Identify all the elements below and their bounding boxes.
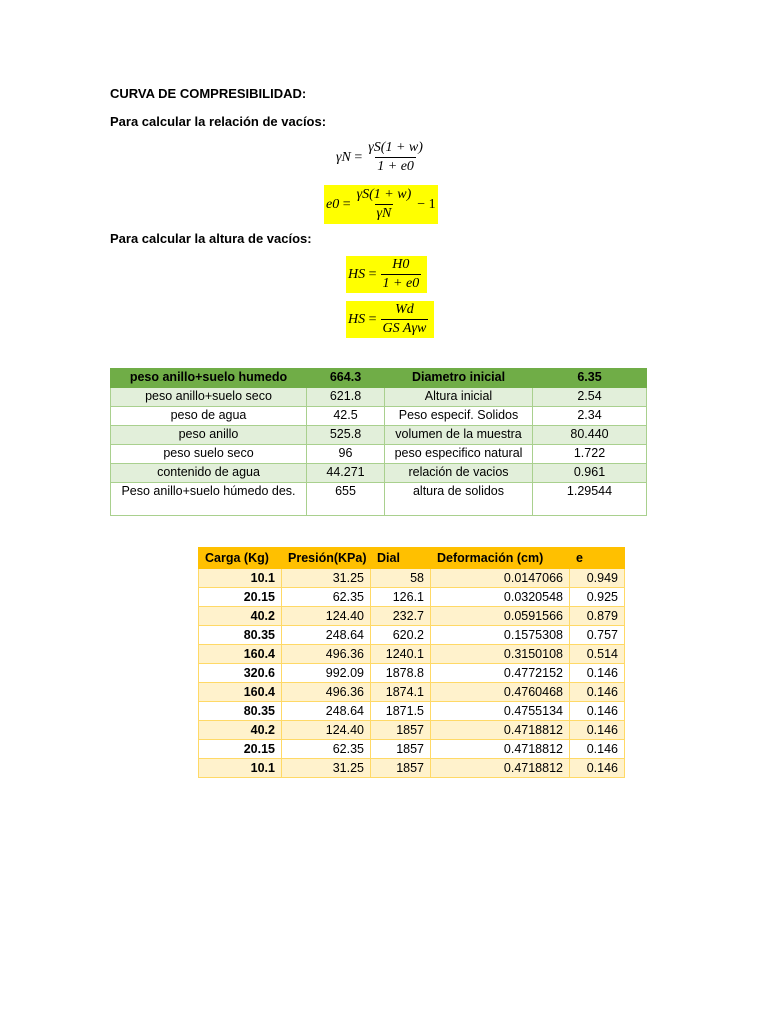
- table-cell: 0.0591566: [431, 607, 570, 626]
- table-cell: 58: [371, 569, 431, 588]
- table-row: [111, 388, 647, 407]
- table-row: [199, 740, 625, 759]
- table-cell: 620.2: [371, 626, 431, 645]
- formula-denominator: γN: [376, 206, 392, 221]
- formula-gamma-n: γN = $\frac{\gamma S(1 + w)}{1 + e0}$: [336, 140, 423, 174]
- table-cell: 0.4718812: [431, 721, 570, 740]
- table-cell: 496.36: [282, 645, 371, 664]
- table-cell: peso suelo seco: [111, 445, 307, 464]
- table-row: [199, 702, 625, 721]
- table-cell: relación de vacios: [385, 464, 533, 483]
- table-cell: 20.15: [199, 588, 282, 607]
- formula-numerator: γS(1 + w): [368, 140, 423, 155]
- table-cell: 160.4: [199, 645, 282, 664]
- column-header: Carga (Kg): [199, 548, 282, 569]
- table-cell: 80.35: [199, 626, 282, 645]
- table-cell: peso anillo+suelo seco: [111, 388, 307, 407]
- formula-e0: e0 = $\frac{\gamma S(1 + w)}{\gamma N}$ − 1: [324, 185, 438, 224]
- table-cell: 1.722: [533, 445, 647, 464]
- table-cell: 0.146: [570, 702, 625, 721]
- formula-numerator: H0: [392, 257, 410, 272]
- table-cell: 31.25: [282, 569, 371, 588]
- table-cell: 1857: [371, 721, 431, 740]
- table-cell: 2.34: [533, 407, 647, 426]
- table-cell: 0.3150108: [431, 645, 570, 664]
- table-row: [111, 483, 647, 516]
- table-cell: 40.2: [199, 607, 282, 626]
- table-cell: volumen de la muestra: [385, 426, 533, 445]
- table-cell: 80.35: [199, 702, 282, 721]
- table-cell: 0.879: [570, 607, 625, 626]
- formula-tail: − 1: [417, 196, 436, 212]
- formula-lhs: e0: [326, 196, 340, 212]
- table-cell: 0.4718812: [431, 759, 570, 778]
- table-cell: 124.40: [282, 721, 371, 740]
- table-cell: 1857: [371, 759, 431, 778]
- table-cell: 248.64: [282, 702, 371, 721]
- table-cell: 0.146: [570, 664, 625, 683]
- table-cell: 31.25: [282, 759, 371, 778]
- column-header: e: [570, 548, 625, 569]
- formula-denominator: GS Aγw: [382, 321, 427, 336]
- table-cell: 621.8: [307, 388, 385, 407]
- table-cell: 0.961: [533, 464, 647, 483]
- table-cell: peso anillo: [111, 426, 307, 445]
- table-cell: 248.64: [282, 626, 371, 645]
- table-cell: 655: [307, 483, 385, 516]
- table-row: [199, 588, 625, 607]
- table-cell: peso anillo+suelo humedo: [111, 369, 307, 388]
- formula-lhs: HS: [348, 266, 366, 282]
- table-cell: 0.949: [570, 569, 625, 588]
- formula-lhs: HS: [348, 311, 366, 327]
- sample-properties-table: [110, 368, 647, 516]
- table-cell: 0.0320548: [431, 588, 570, 607]
- table-cell: 0.4760468: [431, 683, 570, 702]
- column-header: Deformación (cm): [431, 548, 570, 569]
- table-cell: 10.1: [199, 759, 282, 778]
- table-cell: 1.29544: [533, 483, 647, 516]
- table-row: [199, 759, 625, 778]
- table-row: [199, 664, 625, 683]
- table-cell: 1874.1: [371, 683, 431, 702]
- section-void-ratio: Para calcular la relación de vacíos:: [110, 114, 327, 129]
- formula-hs-1: HS = $\frac{H0}{1 + e0}$: [346, 256, 427, 293]
- table-cell: 496.36: [282, 683, 371, 702]
- formula-numerator: γS(1 + w): [356, 187, 412, 202]
- table-cell: 992.09: [282, 664, 371, 683]
- table-cell: 525.8: [307, 426, 385, 445]
- formula-denominator: 1 + e0: [377, 159, 414, 174]
- table-cell: 40.2: [199, 721, 282, 740]
- table-cell: Peso especif. Solidos: [385, 407, 533, 426]
- table-row: [199, 683, 625, 702]
- table-cell: 0.4755134: [431, 702, 570, 721]
- table-cell: 0.4772152: [431, 664, 570, 683]
- column-header: Dial: [371, 548, 431, 569]
- table-cell: 20.15: [199, 740, 282, 759]
- table-row: [111, 426, 647, 445]
- table-cell: 232.7: [371, 607, 431, 626]
- table-cell: 1240.1: [371, 645, 431, 664]
- section-void-height: Para calcular la altura de vacíos:: [110, 231, 312, 246]
- formula-numerator: Wd: [395, 302, 414, 317]
- table-cell: 0.1575308: [431, 626, 570, 645]
- table-cell: 0.757: [570, 626, 625, 645]
- table-cell: Altura inicial: [385, 388, 533, 407]
- table-cell: contenido de agua: [111, 464, 307, 483]
- table-cell: Peso anillo+suelo húmedo des.: [111, 483, 307, 516]
- table-cell: 6.35: [533, 369, 647, 388]
- table-row: [111, 464, 647, 483]
- table-row: [111, 369, 647, 388]
- table-cell: 62.35: [282, 740, 371, 759]
- table-cell: 0.0147066: [431, 569, 570, 588]
- table-cell: 126.1: [371, 588, 431, 607]
- table-cell: 1871.5: [371, 702, 431, 721]
- table-cell: 0.146: [570, 721, 625, 740]
- table-cell: 0.925: [570, 588, 625, 607]
- table-cell: peso de agua: [111, 407, 307, 426]
- table-cell: 0.514: [570, 645, 625, 664]
- table-cell: 0.4718812: [431, 740, 570, 759]
- table-row: [199, 607, 625, 626]
- formula-hs-2: HS = $\frac{Wd}{\text{GS Aγw}}$: [346, 301, 434, 338]
- consolidation-table: [198, 547, 625, 778]
- table-cell: 42.5: [307, 407, 385, 426]
- formula-lhs: γN: [336, 149, 351, 165]
- table-row: [199, 721, 625, 740]
- table-row: [111, 445, 647, 464]
- table-cell: 0.146: [570, 759, 625, 778]
- table-cell: 0.146: [570, 740, 625, 759]
- table-cell: Diametro inicial: [385, 369, 533, 388]
- table-cell: 2.54: [533, 388, 647, 407]
- table-cell: 160.4: [199, 683, 282, 702]
- table-cell: 664.3: [307, 369, 385, 388]
- table-row: [199, 626, 625, 645]
- table-row: [111, 407, 647, 426]
- table-row: [199, 569, 625, 588]
- table-row: [199, 645, 625, 664]
- table-cell: 1878.8: [371, 664, 431, 683]
- table-cell: 320.6: [199, 664, 282, 683]
- table-cell: peso especifico natural: [385, 445, 533, 464]
- formula-denominator: 1 + e0: [382, 276, 420, 291]
- table-cell: 44.271: [307, 464, 385, 483]
- table-cell: 96: [307, 445, 385, 464]
- table-cell: 1857: [371, 740, 431, 759]
- table-cell: 10.1: [199, 569, 282, 588]
- table-cell: 62.35: [282, 588, 371, 607]
- table-cell: altura de solidos: [385, 483, 533, 516]
- table-cell: 80.440: [533, 426, 647, 445]
- doc-title: CURVA DE COMPRESIBILIDAD:: [110, 86, 307, 101]
- column-header: Presión(KPa): [282, 548, 371, 569]
- table-cell: 0.146: [570, 683, 625, 702]
- table-cell: 124.40: [282, 607, 371, 626]
